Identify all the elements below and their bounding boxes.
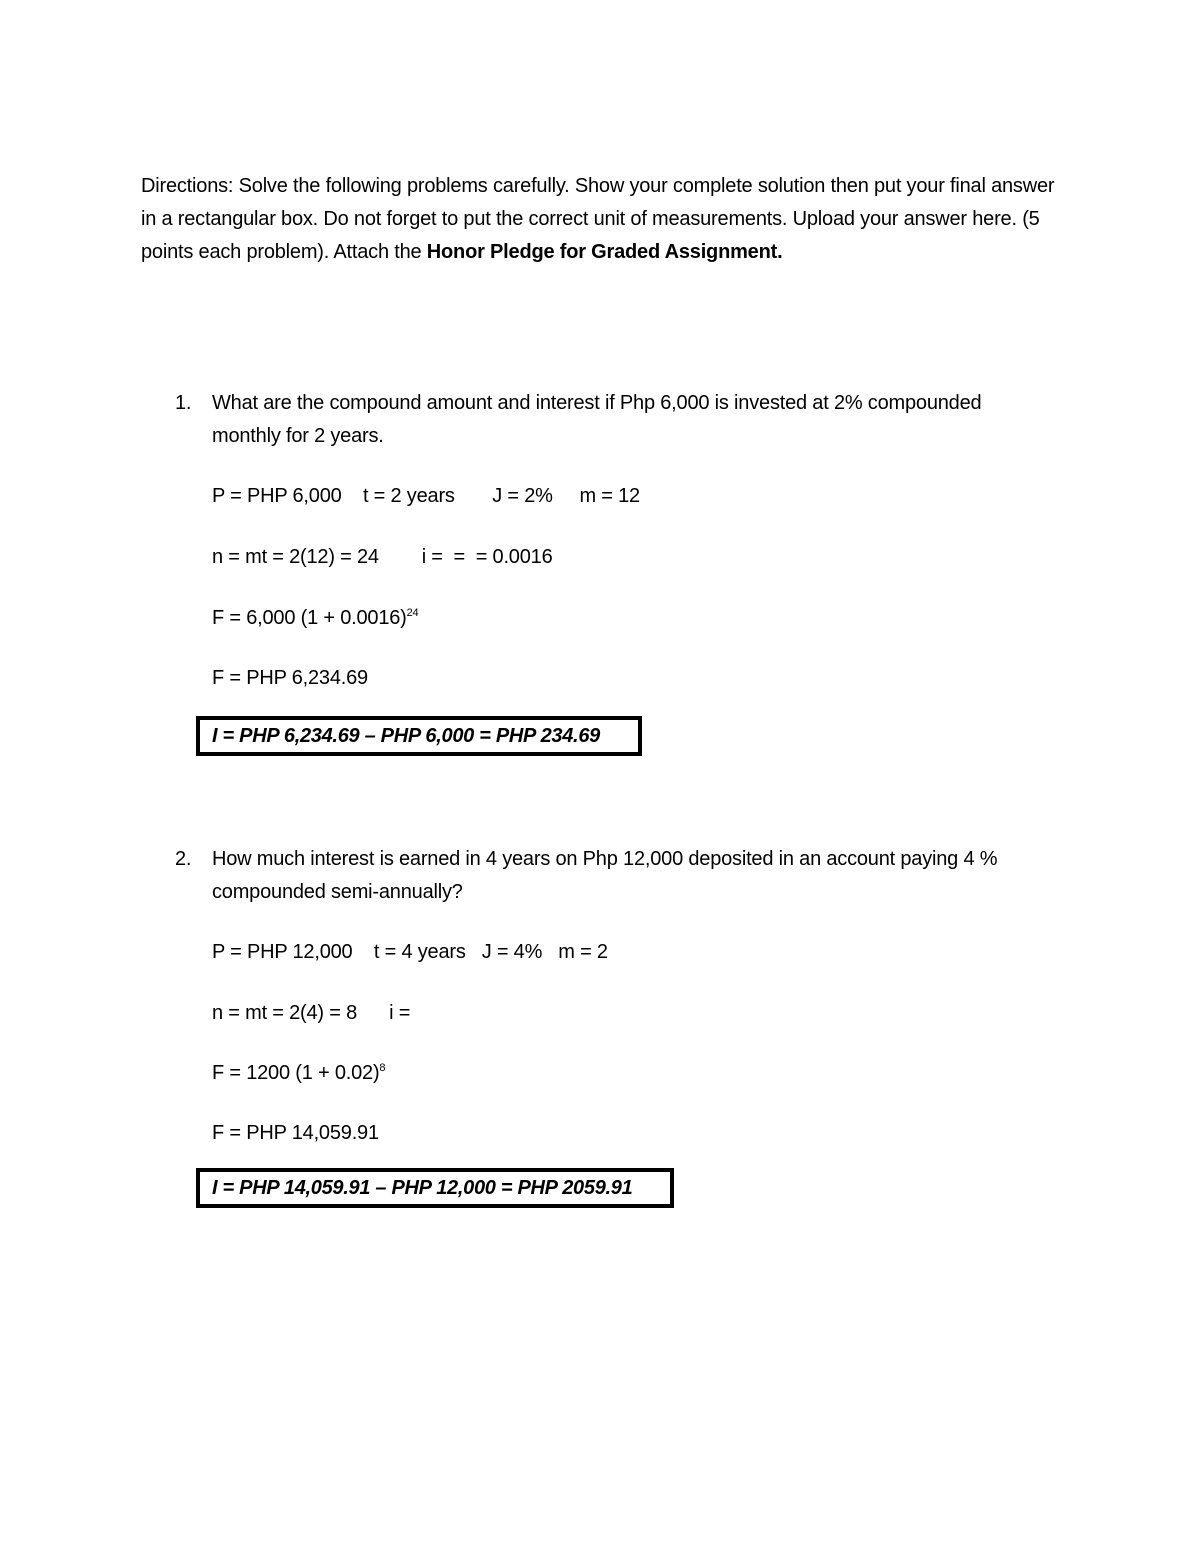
problem-1-n-line: n = mt = 2(12) = 24 i = = = 0.0016	[212, 546, 553, 568]
problem-2-future-value: F = PHP 14,059.91	[212, 1122, 379, 1144]
problem-2-given: P = PHP 12,000 t = 4 years J = 4% m = 2	[212, 941, 608, 963]
problem-1-formula-exponent: 24	[406, 607, 419, 619]
problem-1-given: P = PHP 6,000 t = 2 years J = 2% m = 12	[212, 485, 640, 507]
problem-2-answer: I = PHP 14,059.91 – PHP 12,000 = PHP 2059.91	[212, 1177, 633, 1199]
problem-1-answer-box	[196, 716, 642, 756]
problem-1-formula	[212, 604, 418, 632]
honor-pledge-text: Honor Pledge for Graded Assignment.	[426, 241, 783, 263]
problem-1-question	[175, 387, 1055, 453]
problem-1-answer: I = PHP 6,234.69 – PHP 6,000 = PHP 234.69	[212, 725, 600, 747]
problem-2-question-text: How much interest is earned in 4 years on Php 12,000 deposited in an account paying 4 % compounded semi-annually?	[212, 848, 998, 903]
directions-text: Directions: Solve the following problems carefully. Show your complete solution then put your final answer in a rectangular box. Do not forget to put the correct unit of measurements. Upload your answer here. (5 points each problem). Attach the	[141, 175, 1055, 263]
problem-1-number: 1.	[175, 392, 192, 414]
problem-1-formula-base: F = 6,000 (1 + 0.0016)	[212, 607, 407, 629]
problem-1-future-value: F = PHP 6,234.69	[212, 667, 368, 689]
directions-paragraph	[141, 170, 1061, 269]
problem-1-question-text: What are the compound amount and interest if Php 6,000 is invested at 2% compounded monthly for 2 years.	[212, 392, 982, 447]
problem-2-number: 2.	[175, 848, 192, 870]
problem-2-formula-base: F = 1200 (1 + 0.02)	[212, 1062, 380, 1084]
problem-2-n-line: n = mt = 2(4) = 8 i =	[212, 1002, 411, 1024]
problem-2-answer-box	[196, 1168, 674, 1208]
problem-2-formula	[212, 1059, 385, 1087]
problem-2-question	[175, 843, 1055, 909]
problem-2-formula-exponent: 8	[379, 1062, 386, 1074]
